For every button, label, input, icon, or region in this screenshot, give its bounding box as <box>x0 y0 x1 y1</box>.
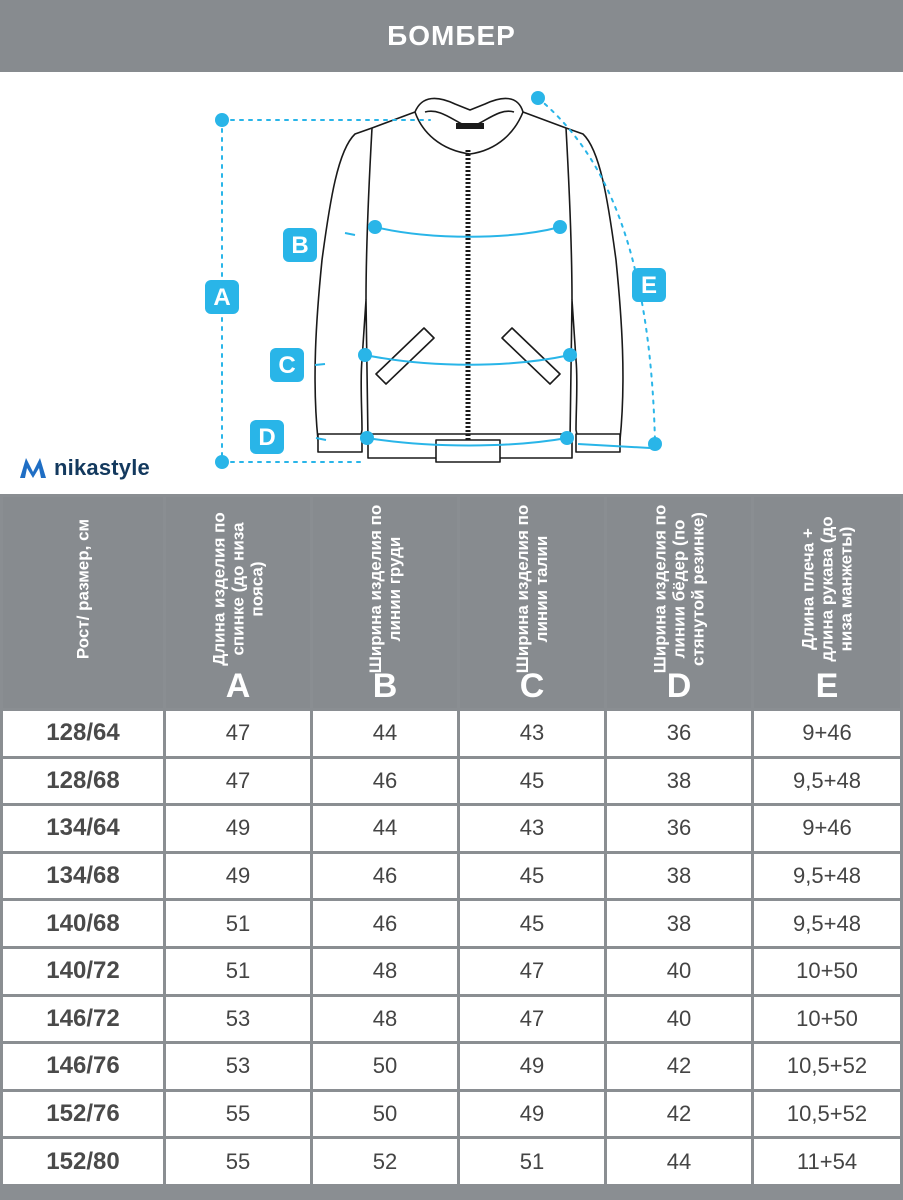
measurement-cell: 48 <box>313 949 457 994</box>
measurement-cell: 36 <box>607 806 751 851</box>
measurement-cell: 43 <box>460 711 604 756</box>
table-row <box>3 1044 900 1089</box>
column-header-label: Длина плеча + длина рукава (до низа манжеты) <box>798 516 856 662</box>
measurement-cell: 9,5+48 <box>754 901 900 946</box>
measurement-cell: 47 <box>166 711 310 756</box>
measurement-cell: 51 <box>460 1139 604 1184</box>
column-header-label: Ширина изделия по линии талии <box>513 504 551 674</box>
measurement-cell: 10,5+52 <box>754 1044 900 1089</box>
size-cell: 128/64 <box>3 711 163 756</box>
measurement-cell: 45 <box>460 759 604 804</box>
measurement-cell: 10+50 <box>754 997 900 1042</box>
measurement-cell: 47 <box>166 759 310 804</box>
badge-c-label: C <box>278 352 296 379</box>
bottom-strip <box>0 1190 903 1200</box>
column-header-letter: A <box>225 667 251 705</box>
column-header-c <box>460 497 604 708</box>
table-header-row <box>3 497 900 708</box>
column-header-label: Длина изделия по спинке (до низа пояса) <box>209 512 267 666</box>
measurement-cell: 46 <box>313 759 457 804</box>
measurement-cell: 44 <box>313 806 457 851</box>
brand-name: nikastyle <box>54 455 150 480</box>
measurement-cell: 38 <box>607 759 751 804</box>
badge-a-label: A <box>213 284 231 311</box>
size-cell: 152/76 <box>3 1092 163 1137</box>
measurement-cell: 9,5+48 <box>754 759 900 804</box>
measurement-cell: 44 <box>313 711 457 756</box>
size-cell: 146/72 <box>3 997 163 1042</box>
size-table-container <box>0 494 903 1200</box>
size-cell: 134/68 <box>3 854 163 899</box>
measurement-cell: 47 <box>460 997 604 1042</box>
badge-b-label: B <box>291 232 309 259</box>
measurement-cell: 53 <box>166 997 310 1042</box>
measurement-cell: 48 <box>313 997 457 1042</box>
table-row <box>3 901 900 946</box>
measurement-cell: 45 <box>460 854 604 899</box>
measurement-cell: 10,5+52 <box>754 1092 900 1137</box>
column-header-label: Ширина изделия по линии груди <box>366 504 404 674</box>
size-cell: 152/80 <box>3 1139 163 1184</box>
column-header-a <box>166 497 310 708</box>
measurement-cell: 49 <box>166 854 310 899</box>
size-cell: 146/76 <box>3 1044 163 1089</box>
measurement-cell: 47 <box>460 949 604 994</box>
measurement-cell: 53 <box>166 1044 310 1089</box>
measurement-cell: 10+50 <box>754 949 900 994</box>
size-table <box>0 494 903 1187</box>
measurement-cell: 36 <box>607 711 751 756</box>
measurement-cell: 46 <box>313 854 457 899</box>
measurement-cell: 50 <box>313 1092 457 1137</box>
measurement-cell: 44 <box>607 1139 751 1184</box>
column-header-b <box>313 497 457 708</box>
column-header-letter: D <box>666 667 692 705</box>
size-cell: 140/72 <box>3 949 163 994</box>
bomber-jacket-illustration <box>0 72 903 492</box>
column-header-letter: C <box>519 667 545 705</box>
column-header-label: Рост/ размер, см <box>73 518 93 660</box>
column-header-label: Ширина изделия по линии бёдер (по стянутой резинке) <box>650 504 708 674</box>
table-row <box>3 854 900 899</box>
measurement-cell: 55 <box>166 1092 310 1137</box>
page-title: БОМБЕР <box>387 20 516 51</box>
column-header-letter: E <box>815 667 839 705</box>
measurement-cell: 9+46 <box>754 711 900 756</box>
column-header-e <box>754 497 900 708</box>
measurement-cell: 42 <box>607 1044 751 1089</box>
column-header-d <box>607 497 751 708</box>
table-row <box>3 949 900 994</box>
table-row <box>3 711 900 756</box>
table-row <box>3 1139 900 1184</box>
measurement-cell: 43 <box>460 806 604 851</box>
measurement-cell: 45 <box>460 901 604 946</box>
table-row <box>3 997 900 1042</box>
size-cell: 140/68 <box>3 901 163 946</box>
table-row <box>3 806 900 851</box>
brand-mark-icon <box>18 456 48 480</box>
measurement-cell: 49 <box>460 1092 604 1137</box>
measurement-cell: 38 <box>607 854 751 899</box>
measurement-cell: 9+46 <box>754 806 900 851</box>
measurement-cell: 50 <box>313 1044 457 1089</box>
column-header-letter: B <box>372 667 398 705</box>
measurement-cell: 49 <box>460 1044 604 1089</box>
badge-d-label: D <box>258 424 276 451</box>
measurement-cell: 46 <box>313 901 457 946</box>
brand-logo <box>18 455 150 481</box>
measurement-cell: 9,5+48 <box>754 854 900 899</box>
measurement-cell: 51 <box>166 949 310 994</box>
table-row <box>3 759 900 804</box>
measurement-cell: 49 <box>166 806 310 851</box>
header-bar <box>0 0 903 72</box>
measurement-cell: 11+54 <box>754 1139 900 1184</box>
size-table-body <box>3 711 900 1184</box>
measurement-cell: 38 <box>607 901 751 946</box>
measurement-cell: 52 <box>313 1139 457 1184</box>
measurement-cell: 40 <box>607 997 751 1042</box>
measurement-cell: 55 <box>166 1139 310 1184</box>
garment-diagram <box>0 72 903 492</box>
size-cell: 134/64 <box>3 806 163 851</box>
neck-label <box>456 123 484 129</box>
measurement-cell: 51 <box>166 901 310 946</box>
table-row <box>3 1092 900 1137</box>
size-cell: 128/68 <box>3 759 163 804</box>
measurement-cell: 40 <box>607 949 751 994</box>
column-header-size <box>3 497 163 708</box>
measurement-cell: 42 <box>607 1092 751 1137</box>
badge-e-label: E <box>640 272 658 299</box>
